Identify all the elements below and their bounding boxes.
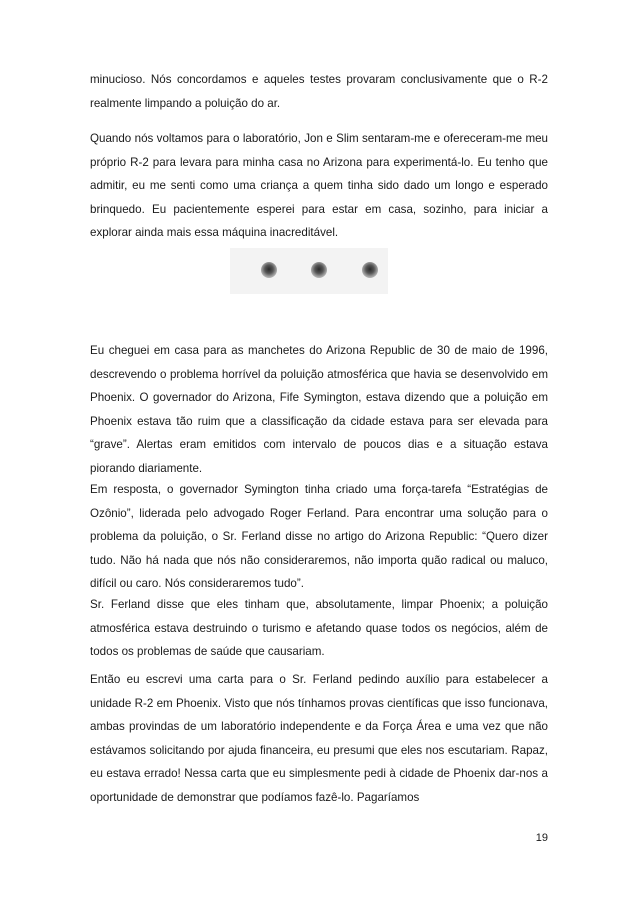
paragraph-5: Sr. Ferland disse que eles tinham que, absolutamente, limpar Phoenix; a poluição atmosférica estava destruindo o turismo e afetando quase todos os negócios, além de todos os problemas de saúde que causariam. [90,598,548,659]
paragraph-4: Em resposta, o governador Symington tinha criado uma força-tarefa “Estratégias de Ozônio”, liderada pelo advogado Roger Ferland. Para encontrar uma solução para o problema da poluição, o Sr. Ferland disse no artigo do Arizona Republic: “Quero dizer tudo. Não há nada que nós não consideraremos, não importa quão radical ou maluco, difícil ou caro. Nós consideraremos tudo”. [90,483,548,591]
paragraph-6: Então eu escrevi uma carta para o Sr. Ferland pedindo auxílio para estabelecer a unidade R-2 em Phoenix. Visto que nós tínhamos provas científicas que isso funcionava, ambas provindas de um laboratório independente e da Força Área e uma vez que não estávamos solicitando por ajuda financeira, eu presumi que eles nos escutariam. Rapaz, eu estava errado! Nessa carta que eu simplesmente pedi à cidade de Phoenix dar-nos a oportunidade de demonstrar que podíamos fazê-lo. Pagaríamos [90,673,548,804]
divider-dot-2 [311,262,327,278]
paragraph-1: minucioso. Nós concordamos e aqueles testes provaram conclusivamente que o R-2 realmente limpando a poluição do ar. [90,73,548,110]
paragraph-2: Quando nós voltamos para o laboratório, Jon e Slim sentaram-me e ofereceram-me meu próprio R-2 para levara para minha casa no Arizona para experimentá-lo. Eu tenho que admitir, eu me senti como uma criança a quem tinha sido dado um longo e esperado brinquedo. Eu pacientemente esperei para estar em casa, sozinho, para iniciar a explorar ainda mais essa máquina inacreditável. [90,132,548,240]
paragraph-3: Eu cheguei em casa para as manchetes do Arizona Republic de 30 de maio de 1996, descrevendo o problema horrível da poluição atmosférica que havia se desenvolvido em Phoenix. O governador do Arizona, Fife Symington, estava dizendo que a poluição em Phoenix estava tão ruim que a classificação da cidade estava para ser elevada para “grave”. Alertas eram emitidos com intervalo de poucos dias e a situação estava piorando diariamente. [90,344,548,475]
divider-dot-1 [261,262,277,278]
divider-dot-3 [362,262,378,278]
page-number: 19 [535,832,548,844]
section-divider-image [230,248,388,294]
